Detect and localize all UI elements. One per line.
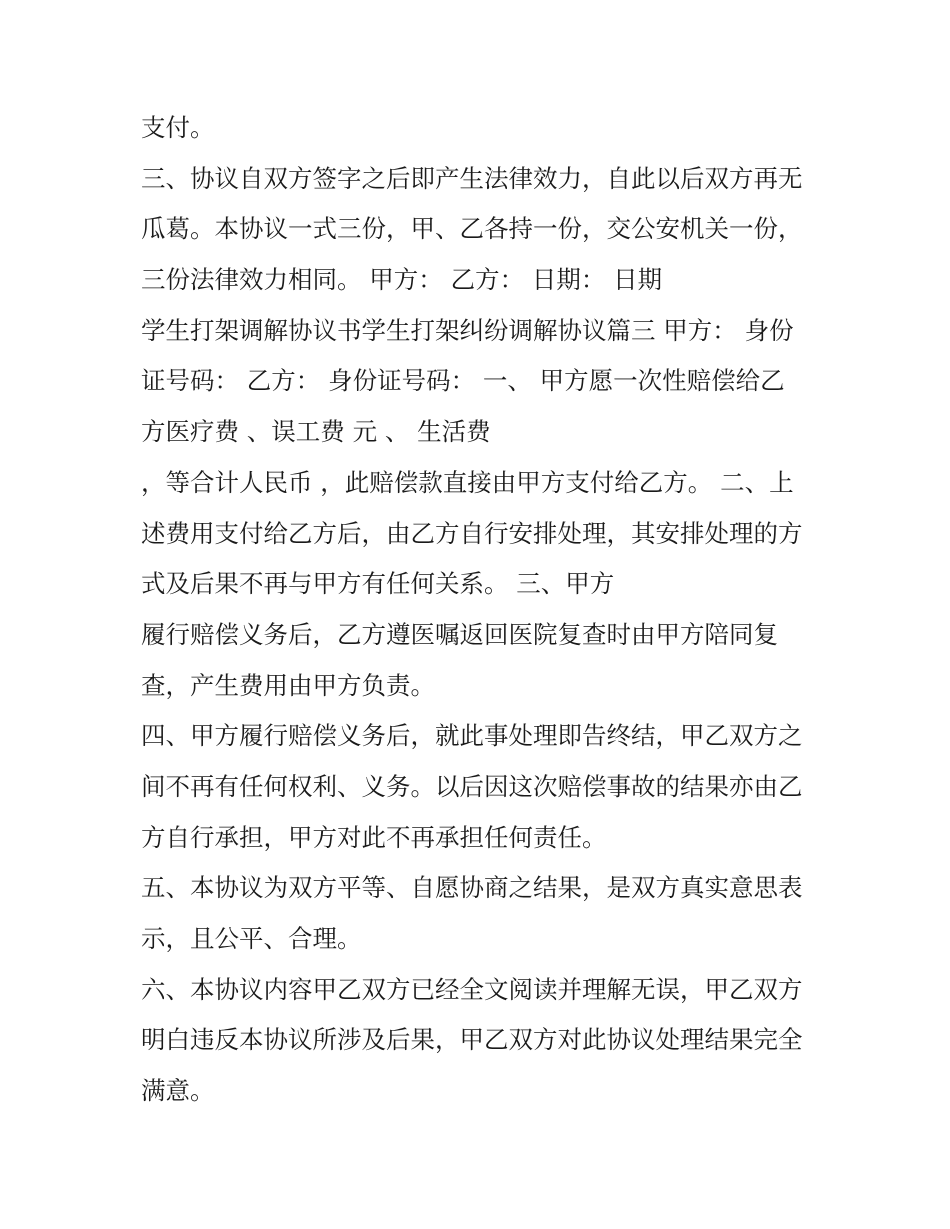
text-line: 三份法律效力相同。 甲方： 乙方： 日期： 日期 [141, 265, 663, 295]
text-line: 查，产生费用由甲方负责。 [141, 670, 435, 700]
text-line: 瓜葛。本协议一式三份，甲、乙各持一份，交公安机关一份， [141, 214, 803, 244]
text-line: ，等合计人民币 ，此赔偿款直接由甲方支付给乙方。 二、上 [141, 467, 794, 497]
text-line: 方医疗费 、误工费 元 、 生活费 [141, 417, 491, 447]
text-line: 五、本协议为双方平等、自愿协商之结果，是双方真实意思表 [141, 873, 803, 903]
text-line: 六、本协议内容甲乙双方已经全文阅读并理解无误，甲乙双方 [141, 974, 803, 1004]
text-line: 明白违反本协议所涉及后果，甲乙双方对此协议处理结果完全 [141, 1025, 803, 1055]
text-line: 四、甲方履行赔偿义务后，就此事处理即告终结，甲乙双方之 [141, 721, 803, 751]
text-line: 述费用支付给乙方后，由乙方自行安排处理，其安排处理的方 [141, 518, 803, 548]
text-line: 满意。 [141, 1076, 215, 1106]
text-line: 支付。 [141, 113, 215, 142]
text-line: 示，且公平、合理。 [141, 924, 362, 953]
text-line: 式及后果不再与甲方有任何关系。 三、甲方 [141, 569, 615, 599]
text-line: 履行赔偿义务后，乙方遵医嘱返回医院复查时由甲方陪同复 [141, 619, 778, 649]
text-line: 间不再有任何权利、义务。以后因这次赔偿事故的结果亦由乙 [141, 771, 803, 801]
text-line: 学生打架调解协议书学生打架纠纷调解协议篇三 甲方： 身份 [141, 315, 794, 345]
text-line: 方自行承担，甲方对此不再承担任何责任。 [141, 822, 607, 852]
text-line: 三、协议自双方签字之后即产生法律效力，自此以后双方再无 [141, 163, 803, 193]
text-line: 证号码： 乙方： 身份证号码： 一、 甲方愿一次性赔偿给乙 [141, 366, 785, 396]
document-body [141, 103, 821, 1117]
